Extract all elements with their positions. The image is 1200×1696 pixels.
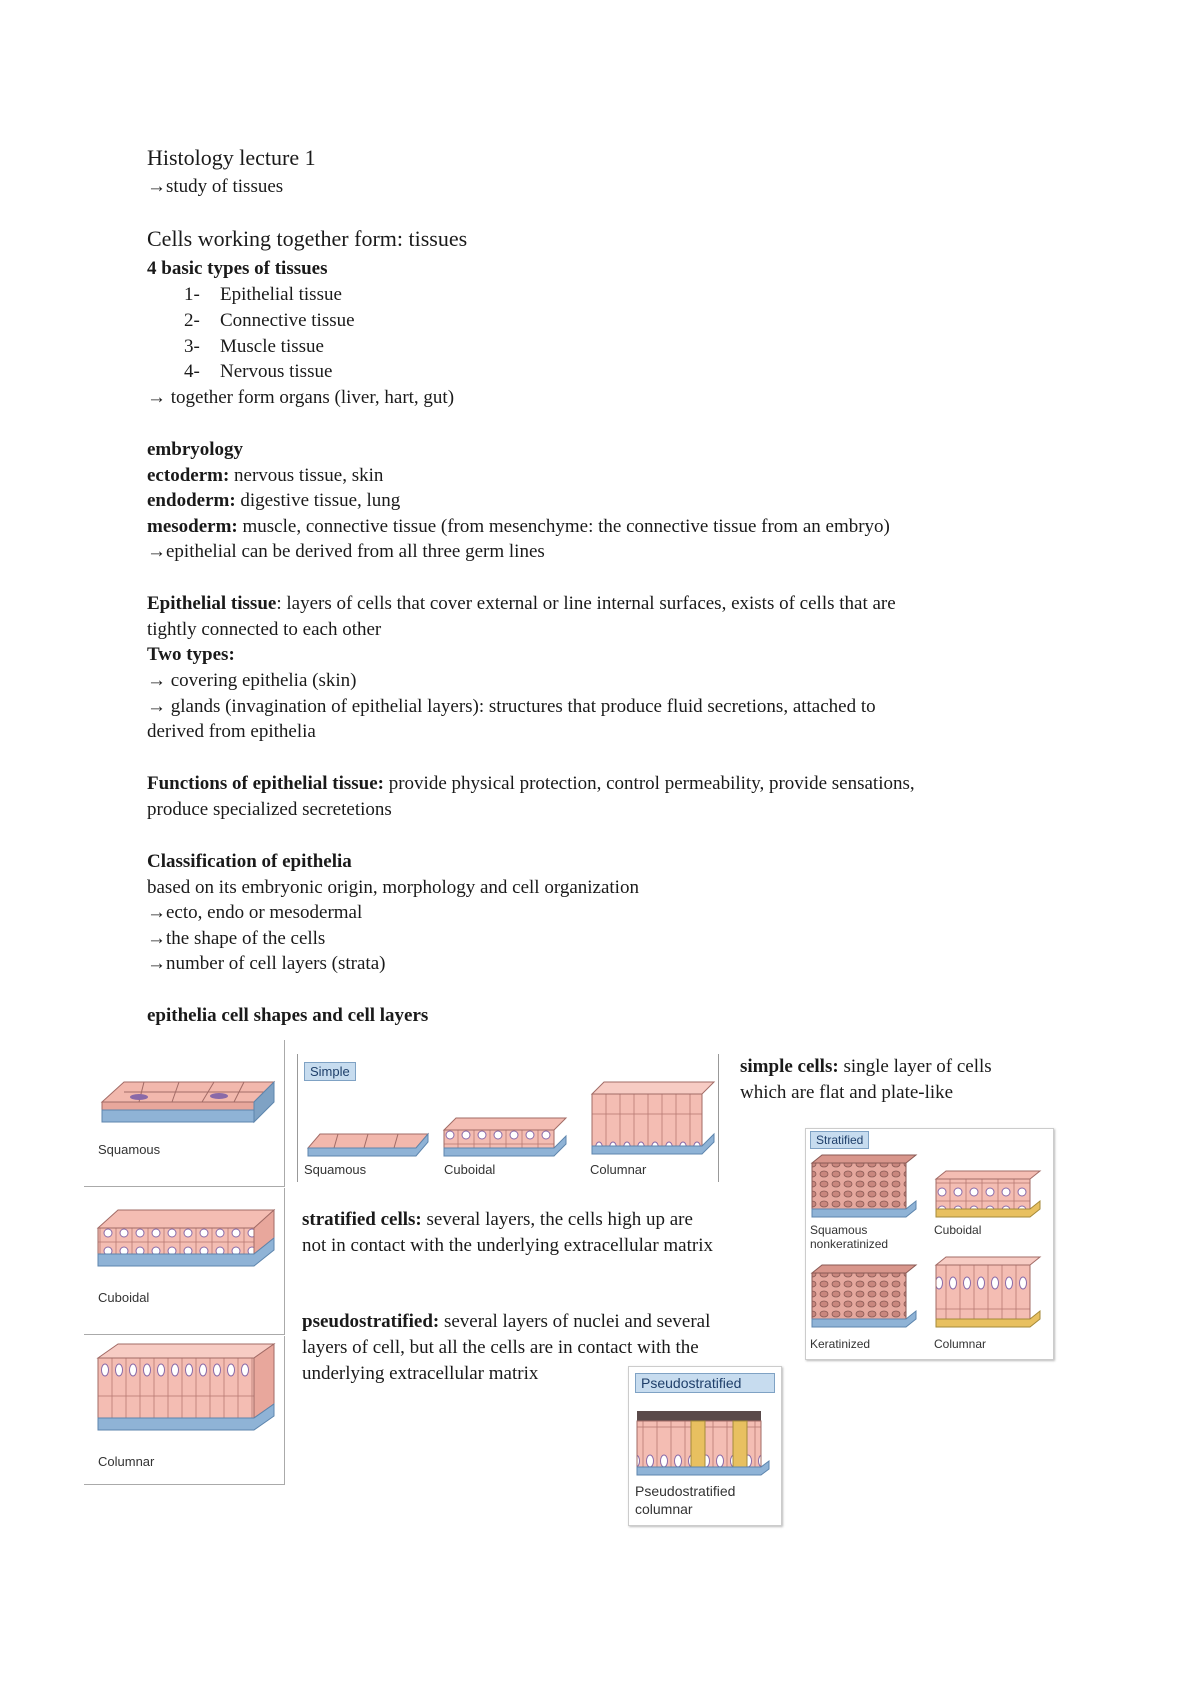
stratified-epithelia-figure	[805, 1128, 1054, 1360]
simple-squamous-caption: Squamous	[304, 1162, 367, 1177]
stratified-nonkeratinized-caption: nonkeratinized	[810, 1237, 889, 1251]
simple-epithelia-figure	[297, 1054, 719, 1182]
classification-line: →the shape of the cells	[147, 928, 326, 949]
ectoderm-line: ectoderm: nervous tissue, skin	[147, 465, 384, 486]
squamous-figure	[84, 1040, 285, 1187]
cuboidal-figure	[84, 1188, 285, 1335]
germ-lines-note: →epithelial can be derived from all three germ lines	[147, 541, 545, 562]
stratified-keratinized-caption: Keratinized	[810, 1337, 871, 1351]
stratified-columnar-caption: Columnar	[934, 1337, 987, 1351]
epithelial-definition-cont: tightly connected to each other	[147, 619, 382, 640]
pseudostratified-caption-line2: columnar	[635, 1501, 693, 1517]
functions-line-cont: produce specialized secretetions	[147, 799, 392, 820]
two-types-heading: Two types:	[147, 644, 235, 665]
columnar-figure	[84, 1336, 285, 1485]
cuboidal-illustration	[84, 1188, 284, 1334]
classification-line: →number of cell layers (strata)	[147, 953, 386, 974]
cells-line: Cells working together form: tissues	[147, 226, 468, 251]
classification-heading: Classification of epithelia	[147, 851, 352, 872]
functions-line: Functions of epithelial tissue: provide physical protection, control permeability, provide sensations,	[147, 773, 915, 794]
classification-line: based on its embryonic origin, morphology and cell organization	[147, 877, 639, 898]
classification-line: →ecto, endo or mesodermal	[147, 902, 363, 923]
mesoderm-line: mesoderm: muscle, connective tissue (from mesenchyme: the connective tissue from an embryo)	[147, 516, 890, 537]
cuboidal-caption: Cuboidal	[98, 1290, 150, 1305]
glands-line-cont: derived from epithelia	[147, 721, 316, 742]
stratified-squamous-caption: Squamous	[810, 1223, 868, 1237]
simple-columnar-caption: Columnar	[590, 1162, 647, 1177]
shapes-heading: epithelia cell shapes and cell layers	[147, 1005, 429, 1026]
glands-line: → glands (invagination of epithelial layers): structures that produce fluid secretions, attached to	[147, 696, 876, 717]
embryology-heading: embryology	[147, 439, 244, 460]
simple-cells-note: simple cells: single layer of cells which are flat and plate-like	[740, 1056, 992, 1103]
pseudostratified-caption-line1: Pseudostratified	[635, 1483, 736, 1499]
pseudostratified-note: pseudostratified: several layers of nuclei and several layers of cell, but all the cells are in contact with the underlying extracellular matrix	[302, 1311, 711, 1384]
organs-line: → together form organs (liver, hart, gut)	[147, 387, 455, 408]
stratified-tag: Stratified	[810, 1131, 869, 1149]
simple-cuboidal-caption: Cuboidal	[444, 1162, 496, 1177]
squamous-caption: Squamous	[98, 1142, 161, 1157]
squamous-illustration	[84, 1040, 284, 1186]
pseudostratified-figure	[628, 1366, 782, 1526]
title-subtitle: →study of tissues	[147, 176, 284, 197]
stratified-cuboidal-caption: Cuboidal	[934, 1223, 982, 1237]
covering-epithelia: → covering epithelia (skin)	[147, 670, 357, 691]
endoderm-line: endoderm: digestive tissue, lung	[147, 490, 401, 511]
columnar-caption: Columnar	[98, 1454, 155, 1469]
types-heading: 4 basic types of tissues	[147, 258, 328, 279]
page-title: Histology lecture 1	[147, 145, 316, 170]
pseudostratified-tag: Pseudostratified	[635, 1373, 775, 1393]
simple-tag: Simple	[304, 1062, 356, 1081]
epithelial-definition: Epithelial tissue: layers of cells that cover external or line internal surfaces, exists of cells that are	[147, 593, 896, 614]
stratified-cells-note: stratified cells: several layers, the cells high up are not in contact with the underlying extracellular matrix	[302, 1209, 714, 1256]
